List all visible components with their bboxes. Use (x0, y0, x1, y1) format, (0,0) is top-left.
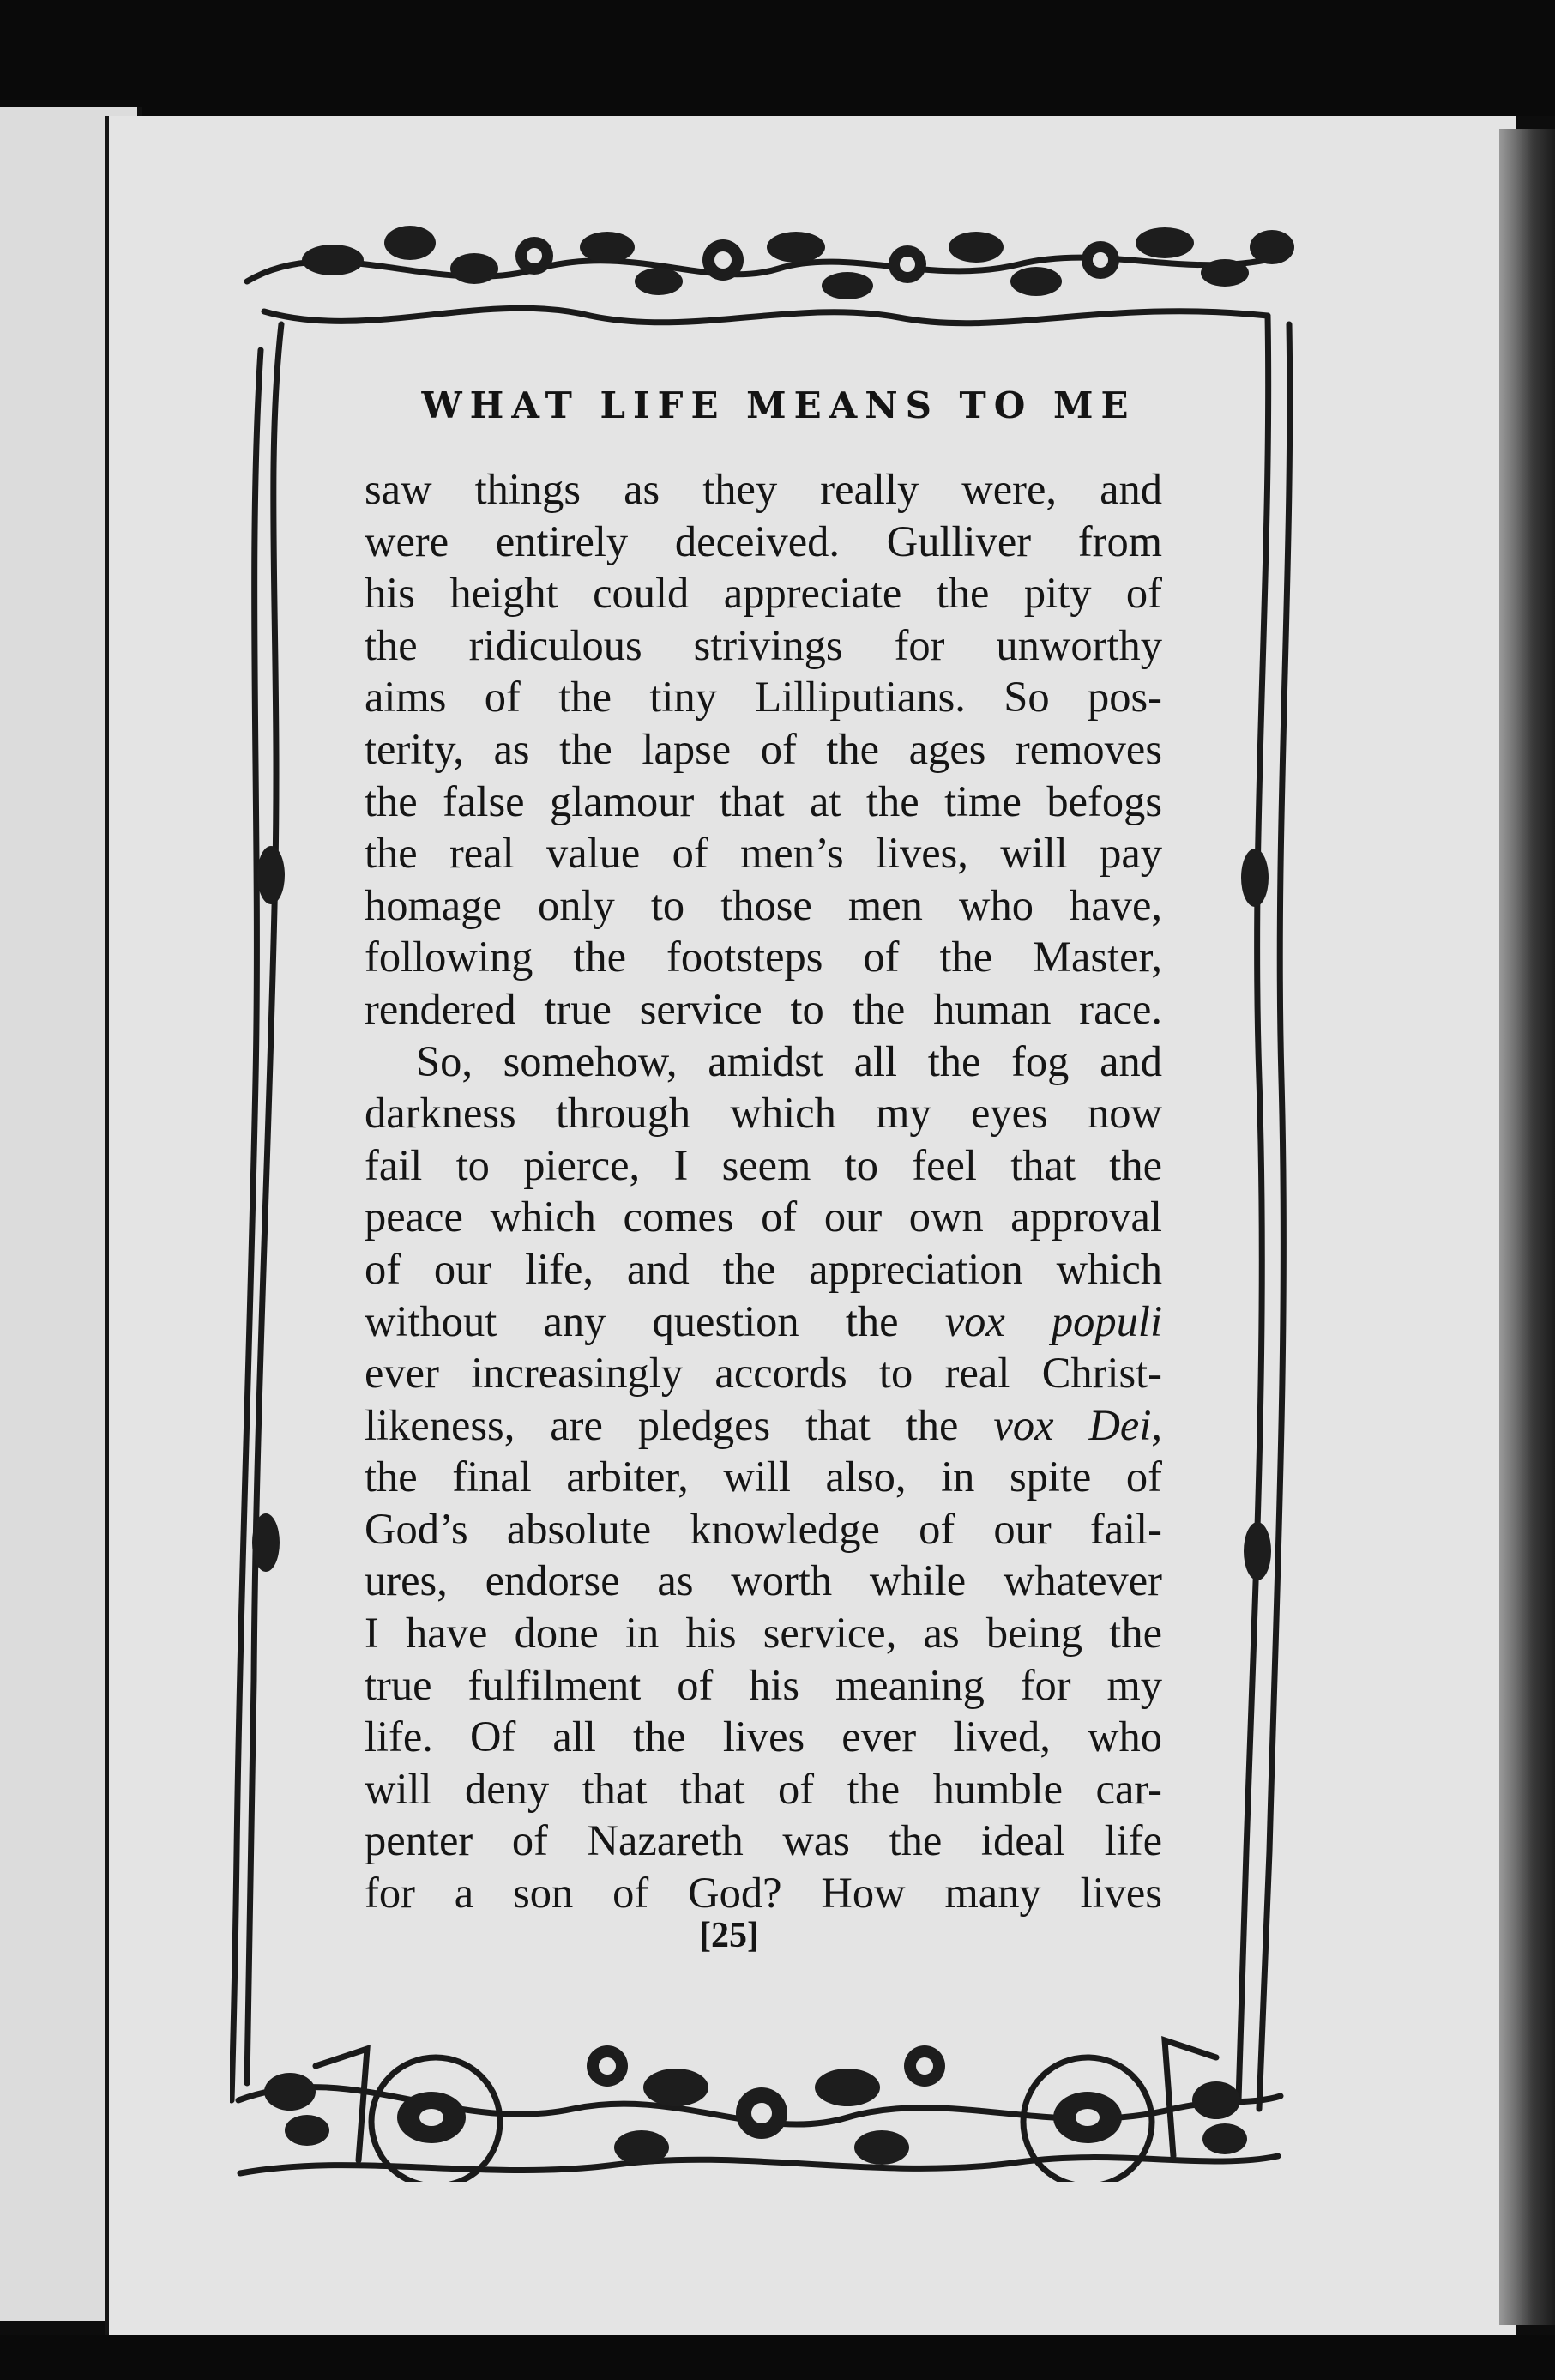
text-run: life. Of all the lives ever lived, who (365, 1713, 1162, 1761)
text-run: fail to pierce, I seem to feel that the (365, 1140, 1162, 1189)
text-run: ever increasingly accords to real Christ- (365, 1349, 1162, 1398)
text-run: peace which comes of our own approval (365, 1193, 1162, 1241)
text-run: homage only to those men who have, (365, 880, 1162, 929)
text-line (365, 827, 1162, 879)
text-run: were entirely deceived. Gulliver from (365, 516, 1162, 565)
text-run: penter of Nazareth was the ideal life (365, 1816, 1162, 1865)
text-line (365, 1296, 1162, 1348)
scan-top-border (0, 0, 1555, 116)
text-run: aims of the tiny Lilliputians. So pos- (365, 673, 1162, 722)
running-head: WHAT LIFE MEANS TO ME (421, 384, 1136, 426)
text-line (365, 879, 1162, 932)
text-line (365, 1867, 1162, 1919)
text-line (365, 1036, 1162, 1088)
text-line (365, 1607, 1162, 1659)
body-text (365, 463, 1162, 1919)
text-line (365, 931, 1162, 983)
text-run: God’s absolute knowledge of our fail- (365, 1504, 1162, 1553)
text-run: rendered true service to the human race. (365, 984, 1162, 1033)
text-run: without any question the (365, 1296, 945, 1345)
text-line (365, 1763, 1162, 1815)
text-line (365, 1347, 1162, 1399)
text-run: saw things as they really were, and (365, 465, 1162, 513)
text-line (365, 1555, 1162, 1607)
text-run: darkness through which my eyes now (365, 1089, 1162, 1138)
text-line (365, 1399, 1162, 1452)
text-line (365, 1503, 1162, 1555)
text-line (365, 1191, 1162, 1243)
text-line (365, 1659, 1162, 1712)
text-run: following the footsteps of the Master, (365, 933, 1162, 982)
text-run: terity, as the lapse of the ages removes (365, 724, 1162, 773)
text-line (365, 1139, 1162, 1192)
text-line (365, 463, 1162, 516)
text-line (365, 567, 1162, 619)
text-run: I have done in his service, as being the (365, 1609, 1162, 1658)
text-line (365, 983, 1162, 1036)
page-number: [25] (699, 1916, 759, 1955)
italic-phrase: vox populi (944, 1296, 1162, 1345)
text-run: the real value of men’s lives, will pay (365, 829, 1162, 878)
text-run: the final arbiter, will also, in spite of (365, 1453, 1162, 1501)
text-line (365, 1243, 1162, 1296)
scan-bottom-border (0, 2335, 1555, 2380)
text-run: likeness, are pledges that the (365, 1400, 994, 1449)
text-run: his height could appreciate the pity of (365, 569, 1162, 618)
text-line (365, 1087, 1162, 1139)
text-line (365, 516, 1162, 568)
text-line (365, 1711, 1162, 1763)
text-line (365, 671, 1162, 723)
text-run: will deny that that of the humble car- (365, 1764, 1162, 1813)
italic-phrase: vox Dei, (993, 1400, 1162, 1449)
text-line (365, 723, 1162, 776)
text-run: the ridiculous strivings for unworthy (365, 620, 1162, 669)
text-line (365, 776, 1162, 828)
text-run: ures, endorse as worth while whatever (365, 1556, 1162, 1605)
text-run: for a son of God? How many lives (365, 1869, 1162, 1918)
page-stack-edge (1499, 129, 1555, 2325)
text-run: of our life, and the appreciation which (365, 1244, 1162, 1293)
text-run: true fulfilment of his meaning for my (365, 1660, 1162, 1709)
text-line (365, 1451, 1162, 1503)
text-run: the false glamour that at the time befogs (365, 776, 1162, 825)
text-run: So, somehow, amidst all the fog and (416, 1036, 1162, 1085)
text-line (365, 619, 1162, 672)
text-line (365, 1815, 1162, 1867)
